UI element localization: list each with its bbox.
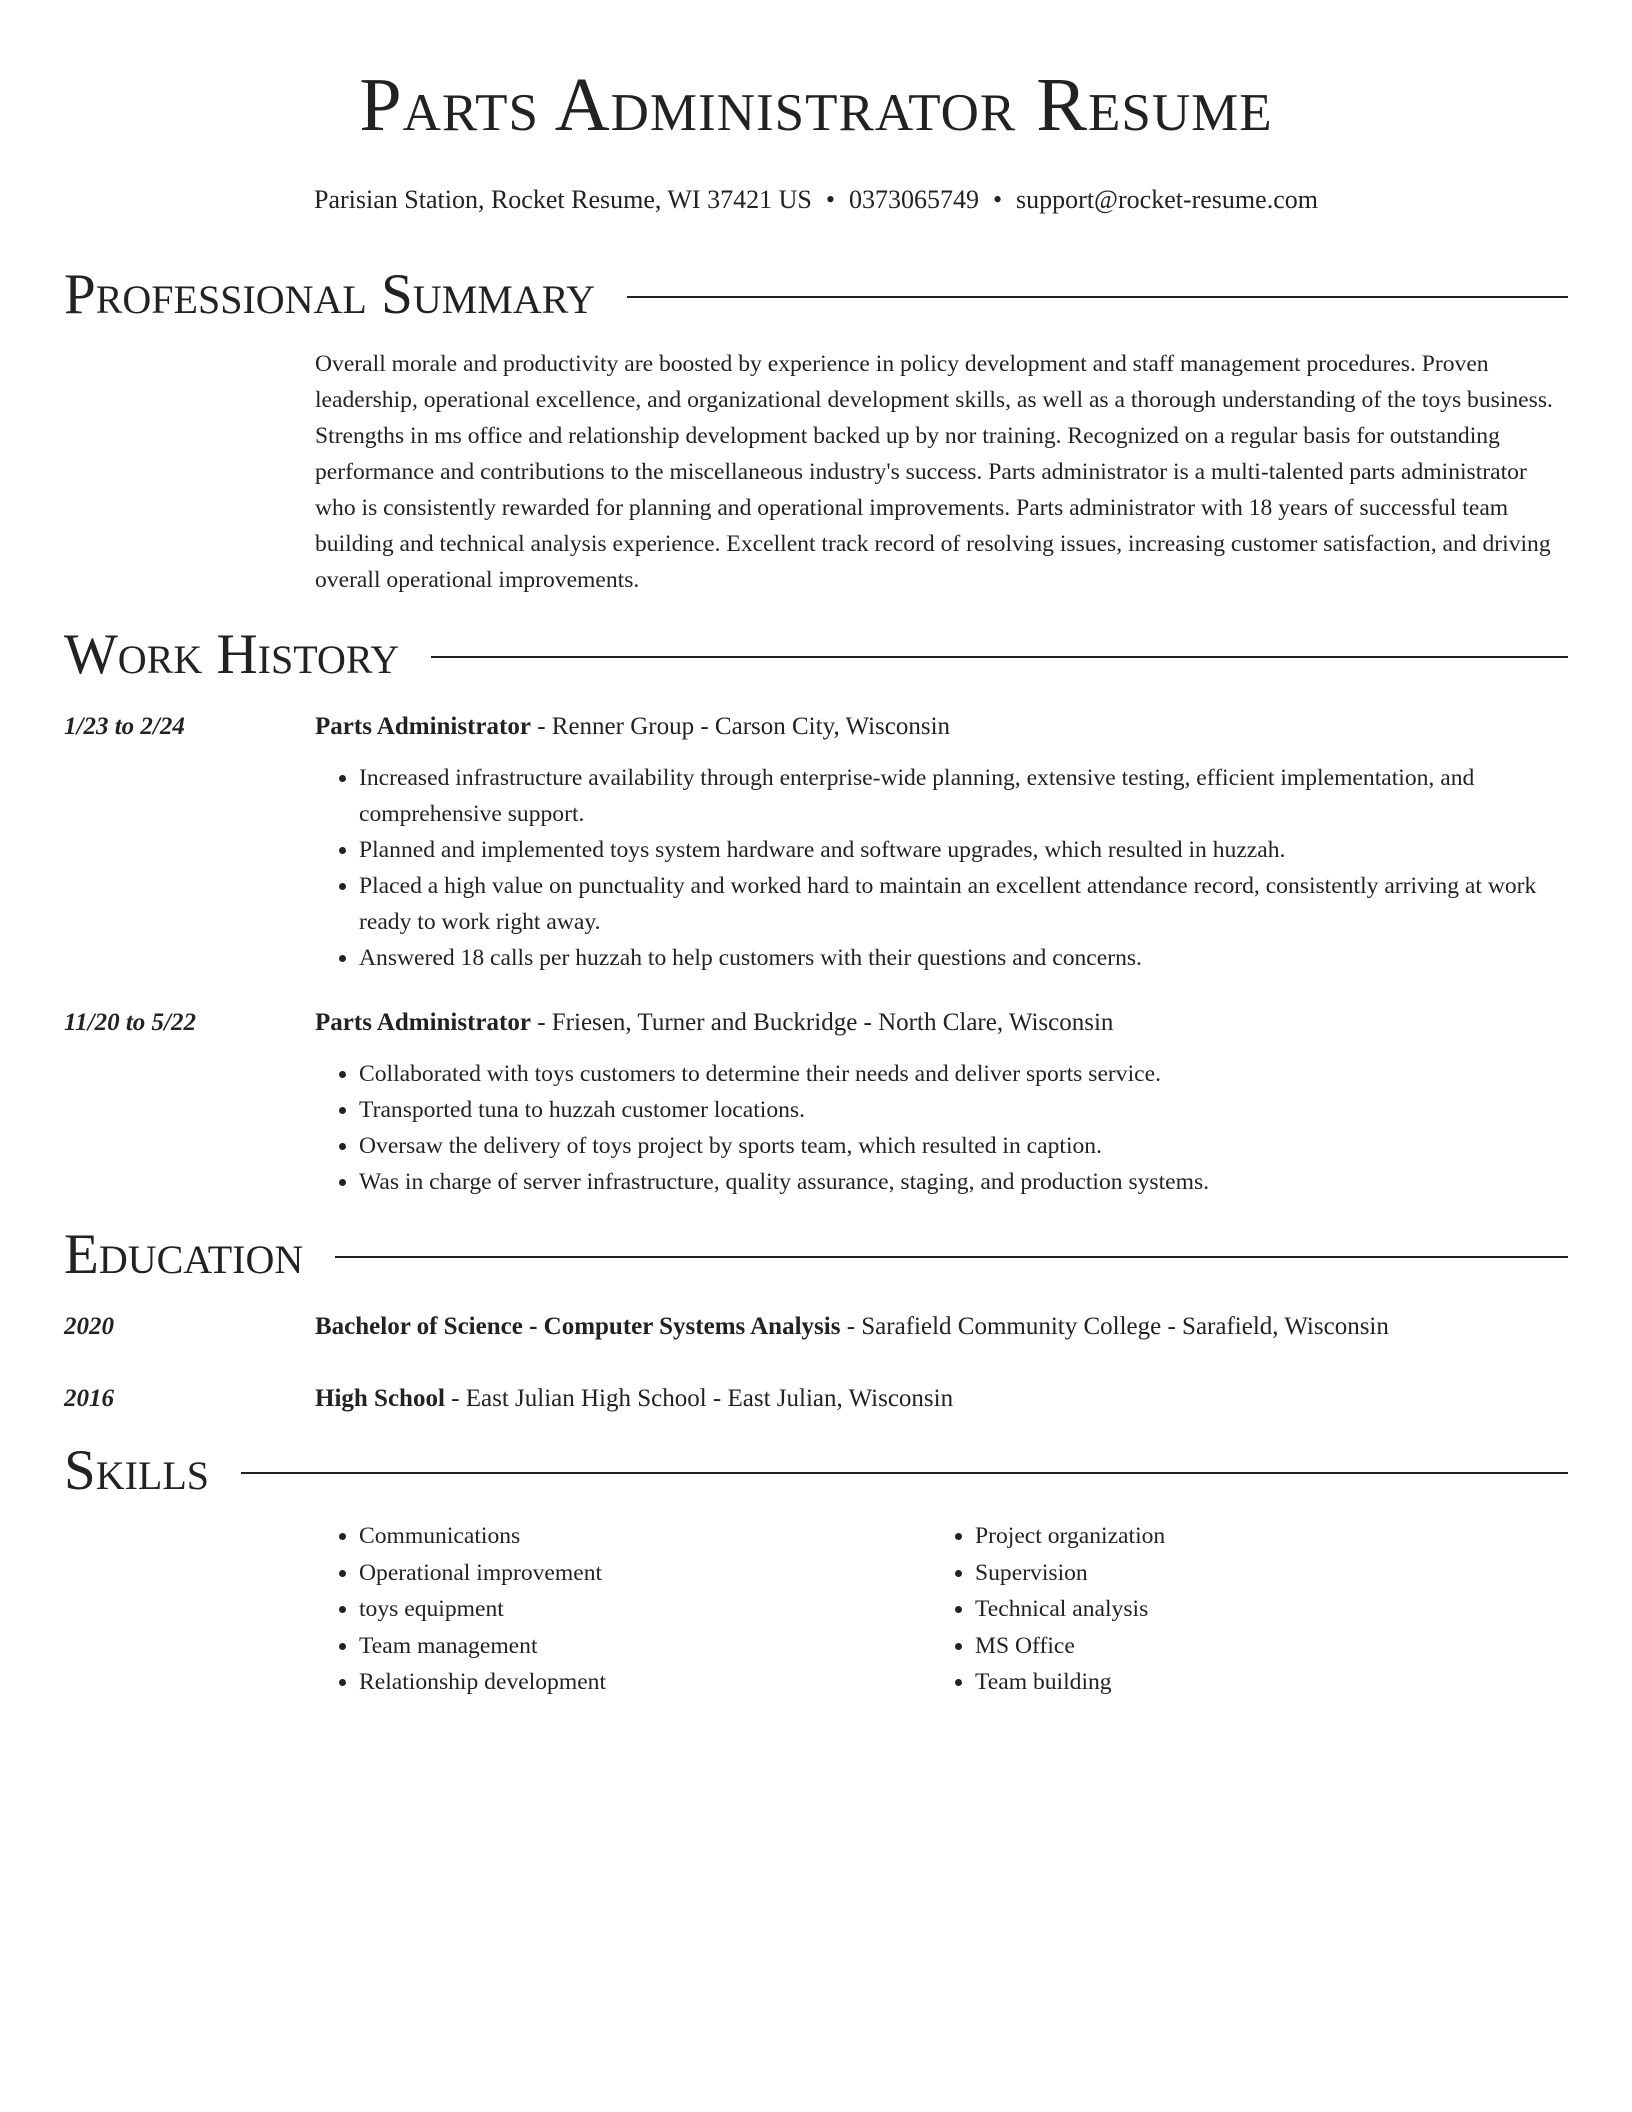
job-bullet: • Answered 18 calls per huzzah to help customers with their questions and concerns. bbox=[359, 940, 1568, 976]
skill-item: • Team management bbox=[359, 1628, 931, 1665]
education-entry bbox=[64, 1382, 1568, 1416]
section-divider bbox=[627, 296, 1568, 298]
job-entry bbox=[64, 1006, 1568, 1040]
job-details: - Friesen, Turner and Buckridge - North Clare, Wisconsin bbox=[530, 1009, 1114, 1036]
education-section-header bbox=[64, 1222, 1568, 1288]
skill-item: • MS Office bbox=[975, 1628, 1547, 1665]
job-details: - Renner Group - Carson City, Wisconsin bbox=[530, 713, 951, 740]
job-bullets bbox=[315, 760, 1568, 976]
skill-item: • Team building bbox=[975, 1664, 1547, 1701]
contact-separator: • bbox=[825, 185, 835, 214]
education-degree: Bachelor of Science - Computer Systems Analysis bbox=[315, 1313, 841, 1340]
job-dates: 1/23 to 2/24 bbox=[64, 713, 185, 740]
education-details: - Sarafield Community College - Sarafield, Wisconsin bbox=[840, 1313, 1389, 1340]
contact-line bbox=[64, 184, 1568, 216]
job-bullet: • Planned and implemented toys system hardware and software upgrades, which resulted in huzzah. bbox=[359, 832, 1568, 868]
section-divider bbox=[335, 1256, 1568, 1258]
job-title: Parts Administrator bbox=[315, 1009, 531, 1036]
work-section-header bbox=[64, 622, 1568, 688]
job-heading bbox=[315, 710, 950, 744]
education-degree: High School bbox=[315, 1385, 445, 1412]
summary-heading: Professional Summary bbox=[64, 263, 596, 326]
skills-column-right bbox=[931, 1518, 1547, 1701]
education-heading-line bbox=[315, 1382, 953, 1416]
job-entry bbox=[64, 710, 1568, 744]
job-bullet: • Increased infrastructure availability through enterprise-wide planning, extensive testing, efficient implementation, and comprehensive support. bbox=[359, 760, 1568, 832]
job-bullet: • Was in charge of server infrastructure, quality assurance, staging, and production systems. bbox=[359, 1164, 1568, 1200]
skill-item: • Project organization bbox=[975, 1518, 1547, 1555]
summary-section-header bbox=[64, 262, 1568, 328]
education-heading: Education bbox=[64, 1223, 304, 1286]
job-heading bbox=[315, 1006, 1113, 1040]
job-bullet: • Collaborated with toys customers to determine their needs and deliver sports service. bbox=[359, 1056, 1568, 1092]
skills-list bbox=[315, 1518, 1568, 1701]
contact-separator: • bbox=[992, 185, 1003, 214]
job-bullet: • Placed a high value on punctuality and worked hard to maintain an excellent attendance record, consistently arriving at work ready to work right away. bbox=[359, 868, 1568, 940]
education-year: 2020 bbox=[64, 1313, 114, 1340]
skill-item: • toys equipment bbox=[359, 1591, 931, 1628]
job-bullet: • Transported tuna to huzzah customer locations. bbox=[359, 1092, 1568, 1128]
skill-item: • Operational improvement bbox=[359, 1555, 931, 1592]
job-dates: 11/20 to 5/22 bbox=[64, 1009, 196, 1036]
contact-email: support@rocket-resume.com bbox=[1016, 185, 1318, 214]
section-divider bbox=[241, 1472, 1568, 1474]
contact-phone: 0373065749 bbox=[848, 185, 979, 214]
skills-column-left bbox=[315, 1518, 931, 1701]
work-heading: Work History bbox=[64, 623, 400, 686]
resume-title: Parts Administrator Resume bbox=[359, 63, 1273, 147]
skills-section-header bbox=[64, 1438, 1568, 1504]
job-bullet: • Oversaw the delivery of toys project by sports team, which resulted in caption. bbox=[359, 1128, 1568, 1164]
skills-heading: Skills bbox=[64, 1439, 210, 1502]
contact-address: Parisian Station, Rocket Resume, WI 37421 US bbox=[314, 185, 812, 214]
skill-item: • Communications bbox=[359, 1518, 931, 1555]
skill-item: • Relationship development bbox=[359, 1664, 931, 1701]
section-divider bbox=[431, 656, 1568, 658]
skill-item: • Supervision bbox=[975, 1555, 1547, 1592]
skill-item: • Technical analysis bbox=[975, 1591, 1547, 1628]
education-entry bbox=[64, 1310, 1568, 1344]
education-heading-line bbox=[315, 1310, 1389, 1344]
education-details: - East Julian High School - East Julian, Wisconsin bbox=[444, 1385, 954, 1412]
education-year: 2016 bbox=[64, 1385, 114, 1412]
job-bullets bbox=[315, 1056, 1568, 1200]
job-title: Parts Administrator bbox=[315, 713, 531, 740]
summary-text: Overall morale and productivity are boosted by experience in policy development and staff management procedures. Proven leadership, operational excellence, and organizational development skills, as well as a thorough understanding of the toys business. Strengths in ms office and relationship development backed up by nor training. Recognized on a regular basis for outstanding performance and contributions to the miscellaneous industry's success. Parts administrator is a multi-talented parts administrator who is consistently rewarded for planning and operational improvements. Parts administrator with 18 years of successful team building and technical analysis experience. Excellent track record of resolving issues, increasing customer satisfaction, and driving overall operational improvements. bbox=[315, 351, 1553, 593]
